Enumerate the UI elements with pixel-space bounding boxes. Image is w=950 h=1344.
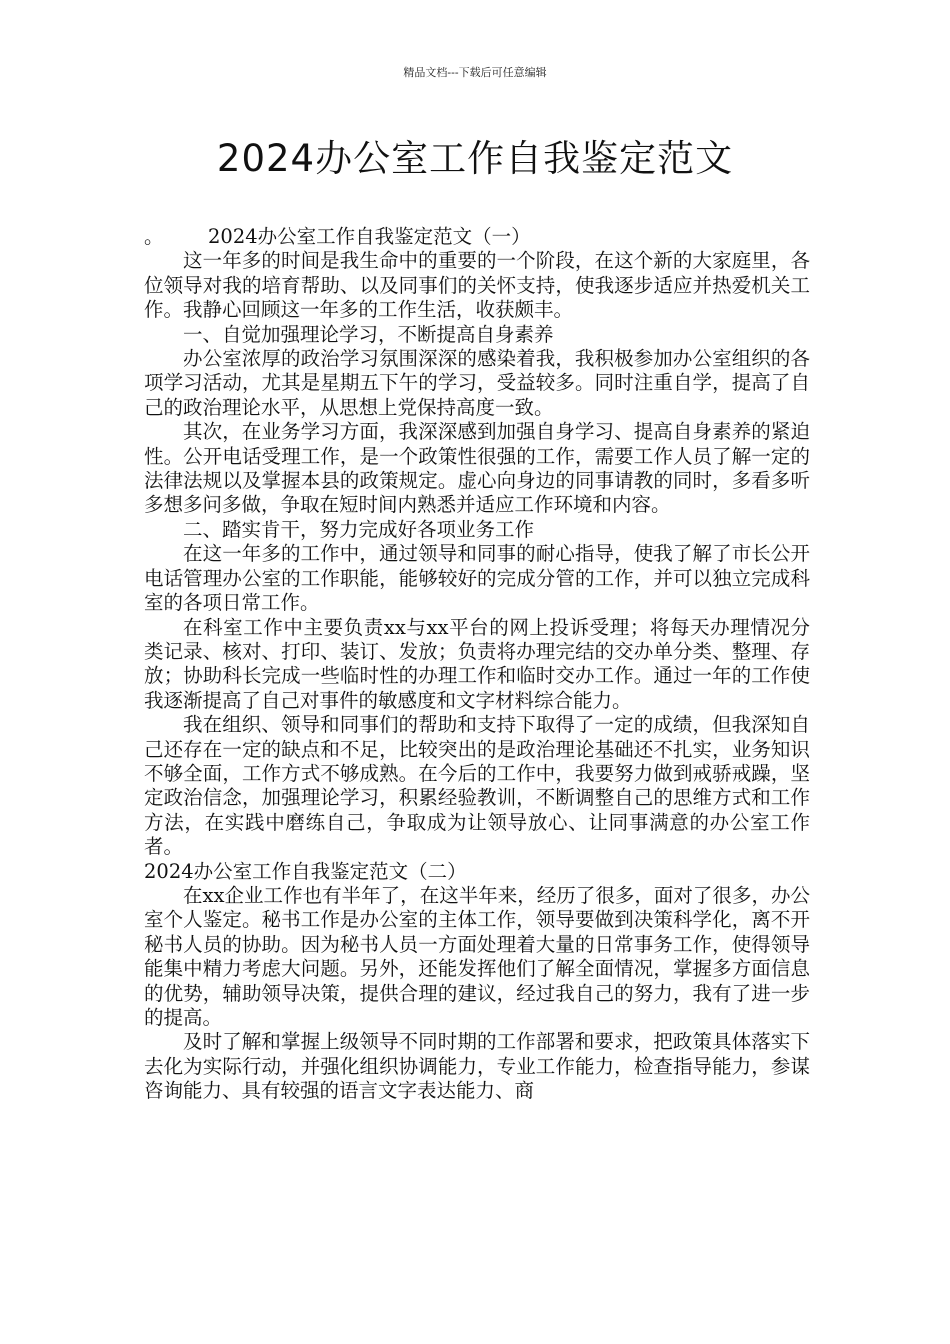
paragraph: 在科室工作中主要负责xx与xx平台的网上投诉受理；将每天办理情况分类记录、核对、打印、装订、发放；负责将办理完结的交办单分类、整理、存放；协助科长完成一些临时性的办理工作和临时交办工作。通过一年的工作使我逐渐提高了自己对事件的敏感度和文字材料综合能力。 <box>144 615 810 712</box>
paragraph: 办公室浓厚的政治学习氛围深深的感染着我，我积极参加办公室组织的各项学习活动，尤其是星期五下午的学习，受益较多。同时注重自学，提高了自己的政治理论水平，从思想上党保持高度一致。 <box>144 347 810 419</box>
document-body <box>144 225 810 1104</box>
section2-title: 2024办公室工作自我鉴定范文（二） <box>144 859 467 883</box>
paragraph: 其次，在业务学习方面，我深深感到加强自身学习、提高自身素养的紧迫性。公开电话受理工作，是一个政策性很强的工作，需要工作人员了解一定的法律法规以及掌握本县的政策规定。虚心向身边的同事请教的同时，多看多听多想多问多做，争取在短时间内熟悉并适应工作环境和内容。 <box>144 420 810 517</box>
paragraph: 我在组织、领导和同事们的帮助和支持下取得了一定的成绩，但我深知自己还存在一定的缺点和不足，比较突出的是政治理论基础还不扎实，业务知识不够全面，工作方式不够成熟。在今后的工作中，我要努力做到戒骄戒躁，坚定政治信念，加强理论学习，积累经验教训，不断调整自己的思维方式和工作方法，在实践中磨练自己，争取成为让领导放心、让同事满意的办公室工作者。 <box>144 713 810 859</box>
paragraph: 及时了解和掌握上级领导不同时期的工作部署和要求，把政策具体落实下去化为实际行动，并强化组织协调能力，专业工作能力，检查指导能力，参谋咨询能力、具有较强的语言文字表达能力、商 <box>144 1030 810 1103</box>
section1-title: 2024办公室工作自我鉴定范文（一） <box>208 225 531 248</box>
header-note: 精品文档---下载后可任意编辑 <box>403 66 547 79</box>
section1-heading-line <box>144 225 810 249</box>
paragraph: 这一年多的时间是我生命中的重要的一个阶段，在这个新的大家庭里，各位领导对我的培育帮助、以及同事们的关怀支持，使我逐步适应并热爱机关工作。我静心回顾这一年多的工作生活，收获颇丰。 <box>144 249 810 322</box>
lead-mark: 。 <box>144 225 164 248</box>
paragraph: 在这一年多的工作中，通过领导和同事的耐心指导，使我了解了市长公开电话管理办公室的工作职能，能够较好的完成分管的工作，并可以独立完成科室的各项日常工作。 <box>144 542 810 615</box>
subheading: 一、自觉加强理论学习，不断提高自身素养 <box>183 322 554 346</box>
subheading: 二、踏实肯干，努力完成好各项业务工作 <box>183 517 535 541</box>
document-title: 2024办公室工作自我鉴定范文 <box>216 137 734 180</box>
paragraph: 在xx企业工作也有半年了，在这半年来，经历了很多，面对了很多，办公室个人鉴定。秘书工作是办公室的主体工作，领导要做到决策科学化，离不开秘书人员的协助。因为秘书人员一方面处理着大量的日常事务工作，使得领导能集中精力考虑大问题。另外，还能发挥他们了解全面情况，掌握多方面信息的优势，辅助领导决策，提供合理的建议，经过我自己的努力，我有了进一步的提高。 <box>144 883 810 1029</box>
